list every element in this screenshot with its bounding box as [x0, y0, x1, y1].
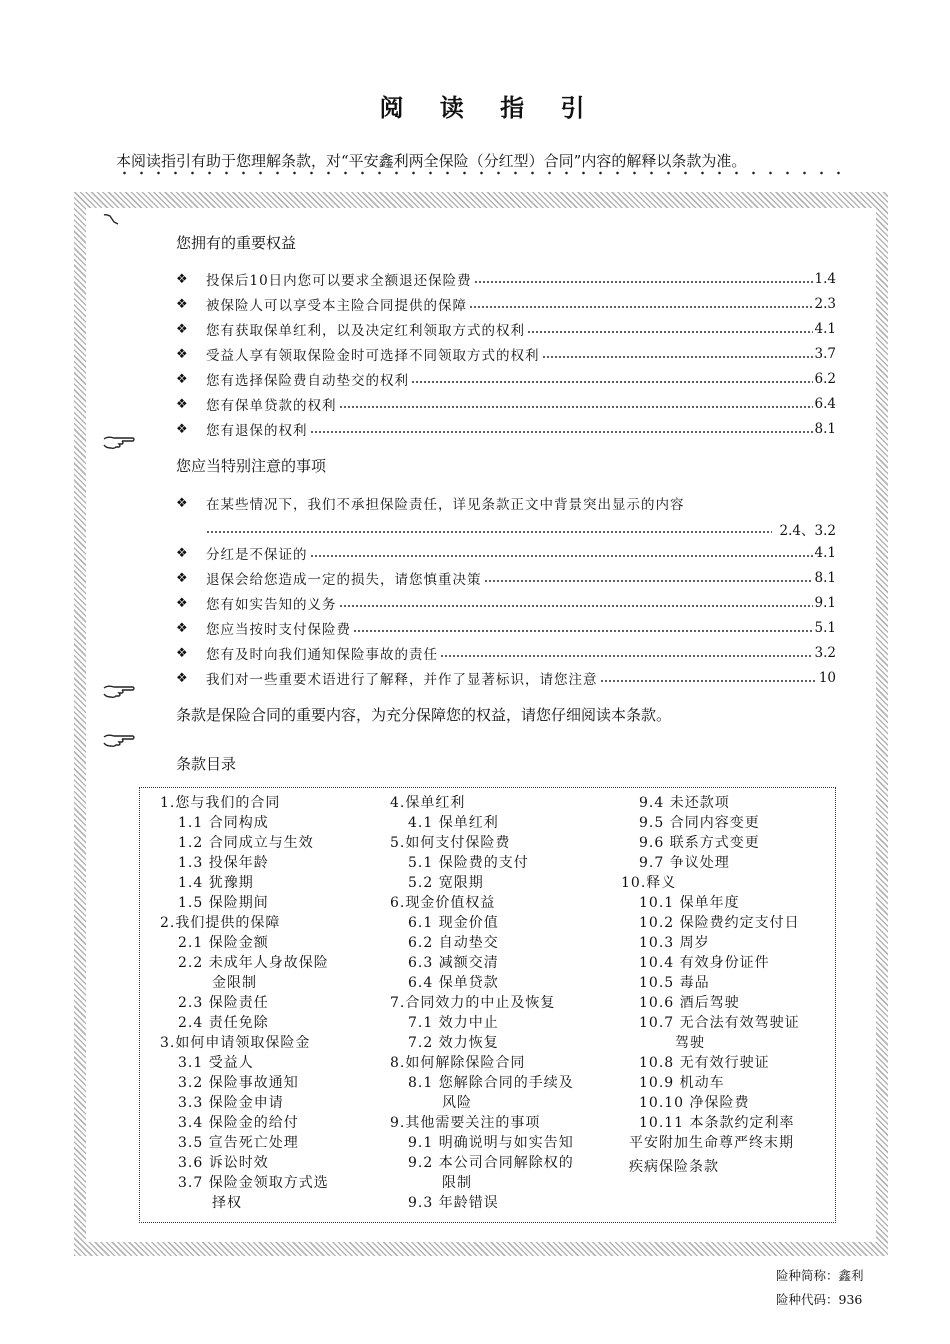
- toc-entry: 3.1 受益人: [178, 1055, 254, 1071]
- intro-text: [116, 150, 856, 171]
- toc-entry: 4.1 保单红利: [408, 815, 499, 831]
- toc-entry: 限制: [442, 1175, 472, 1191]
- toc-entry: 3.6 诉讼时效: [178, 1155, 269, 1171]
- toc-entry: 7.合同效力的中止及恢复: [390, 995, 556, 1011]
- toc-entry: 驾驶: [675, 1035, 705, 1051]
- section-ref: 3.7: [814, 346, 836, 362]
- toc-entry: 6.现金价值权益: [390, 895, 496, 911]
- toc-entry: 金限制: [212, 975, 257, 991]
- diamond-bullet-icon: ❖: [176, 346, 189, 362]
- toc-entry: 8.1 您解除合同的手续及: [408, 1075, 574, 1091]
- rights-item: ❖ 投保后10日内您可以要求全额退还保险费 1.4: [176, 271, 836, 289]
- attention-item: ❖ 您有及时向我们通知保险事故的责任 3.2: [176, 645, 836, 663]
- toc-entry: 6.3 减额交清: [408, 955, 499, 971]
- diamond-bullet-icon: ❖: [176, 595, 189, 611]
- attention-item: ❖ 我们对一些重要术语进行了解释，并作了显著标识，请您注意 10: [176, 670, 836, 688]
- toc-entry: 3.如何申请领取保险金: [160, 1035, 311, 1051]
- dot-leader: [527, 331, 813, 333]
- attention-item-continuation: [206, 518, 836, 540]
- toc-entry: 2.4 责任免除: [178, 1015, 269, 1031]
- toc-entry: 10.3 周岁: [639, 935, 710, 951]
- toc-entry: 10.11 本条款约定利率: [639, 1115, 795, 1131]
- section-ref: 5.1: [814, 620, 836, 636]
- toc-entry: 2.3 保险责任: [178, 995, 269, 1011]
- toc-entry: 3.2 保险事故通知: [178, 1075, 299, 1091]
- toc-entry: 10.2 保险费约定支付日: [639, 915, 800, 931]
- diamond-bullet-icon: ❖: [176, 570, 189, 586]
- dot-leader: [474, 281, 813, 283]
- toc-entry: 8.如何解除保险合同: [390, 1055, 526, 1071]
- section-ref: 8.1: [814, 421, 836, 437]
- toc-entry: 疾病保险条款: [629, 1159, 719, 1175]
- toc-entry: 1.5 保险期间: [178, 895, 269, 911]
- toc-entry: 6.2 自动垫交: [408, 935, 499, 951]
- diamond-bullet-icon: ❖: [176, 321, 189, 337]
- reading-note: 条款是保险合同的重要内容，为充分保障您的权益，请您仔细阅读本条款。: [176, 706, 672, 724]
- toc-entry: 1.1 合同构成: [178, 815, 269, 831]
- rights-item: ❖ 被保险人可以享受本主险合同提供的保障 2.3: [176, 296, 836, 314]
- attention-item: ❖ 您应当按时支付保险费 5.1: [176, 620, 836, 638]
- toc-entry: 1.4 犹豫期: [178, 875, 254, 891]
- intro-sentence: 本阅读指引有助于您理解条款，对“平安鑫利两全保险（分红型）合同”内容的解释以条款为准。: [116, 152, 747, 170]
- attention-item: ❖ 您有如实告知的义务 9.1: [176, 595, 836, 613]
- diamond-bullet-icon: ❖: [176, 620, 189, 636]
- toc-entry: 2.1 保险金额: [178, 935, 269, 951]
- attention-item: ❖ 退保会给您造成一定的损失，请您慎重决策 8.1: [176, 570, 836, 588]
- diamond-bullet-icon: ❖: [176, 296, 189, 312]
- toc-entry: 9.6 联系方式变更: [639, 835, 760, 851]
- toc-entry: 5.2 宽限期: [408, 875, 484, 891]
- toc-entry: 10.释义: [621, 875, 677, 891]
- toc-entry: 10.1 保单年度: [639, 895, 740, 911]
- dot-leader: [206, 531, 772, 533]
- toc-column-3: [621, 793, 831, 1177]
- toc-entry: 10.7 无合法有效驾驶证: [639, 1015, 800, 1031]
- rights-item: ❖ 您有选择保险费自动垫交的权利 6.2: [176, 371, 836, 389]
- toc-column-2: [390, 793, 615, 1213]
- toc-entry: 3.5 宣告死亡处理: [178, 1135, 299, 1151]
- product-code: 险种代码：936: [776, 1292, 863, 1307]
- section-ref: 9.1: [814, 595, 836, 611]
- dot-leader: [542, 356, 813, 358]
- toc-entry: 3.3 保险金申请: [178, 1095, 284, 1111]
- toc-entry: 9.其他需要关注的事项: [390, 1115, 541, 1131]
- dot-leader: [469, 306, 813, 308]
- dot-leader: [411, 381, 813, 383]
- toc-column-1: [160, 793, 375, 1213]
- toc-entry: 1.您与我们的合同: [160, 795, 281, 811]
- toc-entry: 10.6 酒后驾驶: [639, 995, 740, 1011]
- pointing-hand-icon: [102, 433, 136, 451]
- dot-leader: [353, 630, 813, 632]
- section-ref: 8.1: [814, 570, 836, 586]
- product-abbreviation: 险种简称：鑫利: [776, 1268, 864, 1283]
- pointing-hand-icon: [102, 210, 136, 228]
- dot-leader: [339, 406, 813, 408]
- diamond-bullet-icon: ❖: [176, 495, 189, 511]
- section-ref: 3.2: [814, 645, 836, 661]
- pointing-hand-icon: [102, 731, 136, 749]
- diamond-bullet-icon: ❖: [176, 545, 189, 561]
- diamond-bullet-icon: ❖: [176, 396, 189, 412]
- dot-leader: [440, 655, 813, 657]
- toc-entry: 6.4 保单贷款: [408, 975, 499, 991]
- section-ref: 2.4、3.2: [779, 523, 836, 539]
- dot-leader: [484, 580, 813, 582]
- section-ref: 6.4: [814, 396, 836, 412]
- toc-entry: 10.8 无有效行驶证: [639, 1055, 770, 1071]
- dot-leader: [339, 605, 813, 607]
- rights-item: ❖ 您有保单贷款的权利 6.4: [176, 396, 836, 414]
- section-ref: 2.3: [814, 296, 836, 312]
- toc-entry: 10.5 毒品: [639, 975, 710, 991]
- toc-entry: 择权: [212, 1195, 242, 1211]
- toc-entry: 2.2 未成年人身故保险: [178, 955, 329, 971]
- attention-heading: 您应当特别注意的事项: [176, 457, 327, 475]
- toc-entry: 1.3 投保年龄: [178, 855, 269, 871]
- dot-leader: [310, 555, 813, 557]
- toc-entry: 9.4 未还款项: [639, 795, 730, 811]
- rights-heading: 您拥有的重要权益: [176, 234, 297, 252]
- toc-entry: 9.7 争议处理: [639, 855, 730, 871]
- rights-item: ❖ 受益人享有领取保险金时可选择不同领取方式的权利 3.7: [176, 346, 836, 364]
- toc-entry: 9.3 年龄错误: [408, 1195, 499, 1211]
- toc-entry: 3.7 保险金领取方式选: [178, 1175, 329, 1191]
- dot-leader: [310, 431, 813, 433]
- toc-entry: 7.1 效力中止: [408, 1015, 499, 1031]
- section-ref: 1.4: [814, 271, 836, 287]
- section-ref: 6.2: [814, 371, 836, 387]
- toc-entry: 9.1 明确说明与如实告知: [408, 1135, 574, 1151]
- toc-entry: 7.2 效力恢复: [408, 1035, 499, 1051]
- toc-entry: 4.保单红利: [390, 795, 466, 811]
- toc-entry: 10.10 净保险费: [639, 1095, 750, 1111]
- toc-entry: 2.我们提供的保障: [160, 915, 281, 931]
- toc-entry: 6.1 现金价值: [408, 915, 499, 931]
- toc-entry: 1.2 合同成立与生效: [178, 835, 314, 851]
- diamond-bullet-icon: ❖: [176, 670, 189, 686]
- toc-entry: 10.9 机动车: [639, 1075, 725, 1091]
- pointing-hand-icon: [102, 682, 136, 700]
- dot-leader: [600, 680, 817, 682]
- toc-entry: 5.如何支付保险费: [390, 835, 511, 851]
- toc-entry: 平安附加生命尊严终末期: [629, 1135, 794, 1151]
- toc-heading: 条款目录: [176, 755, 237, 773]
- section-ref: 4.1: [814, 321, 836, 337]
- page-title: 阅 读 指 引: [379, 93, 599, 122]
- diamond-bullet-icon: ❖: [176, 371, 189, 387]
- toc-entry: 9.5 合同内容变更: [639, 815, 760, 831]
- emphasis-dots: [116, 171, 846, 175]
- attention-item: ❖ 分红是不保证的 4.1: [176, 545, 836, 563]
- toc-entry: 9.2 本公司合同解除权的: [408, 1155, 574, 1171]
- toc-entry: 5.1 保险费的支付: [408, 855, 529, 871]
- rights-item: ❖ 您有获取保单红利，以及决定红利领取方式的权利 4.1: [176, 321, 836, 339]
- attention-item: ❖ 在某些情况下，我们不承担保险责任，详见条款正文中背景突出显示的内容: [176, 495, 685, 513]
- diamond-bullet-icon: ❖: [176, 421, 189, 437]
- rights-item: ❖ 您有退保的权利 8.1: [176, 421, 836, 439]
- toc-entry: 风险: [442, 1095, 472, 1111]
- toc-entry: 10.4 有效身份证件: [639, 955, 770, 971]
- section-ref: 10: [818, 670, 836, 686]
- section-ref: 4.1: [814, 545, 836, 561]
- diamond-bullet-icon: ❖: [176, 645, 189, 661]
- toc-entry: 3.4 保险金的给付: [178, 1115, 299, 1131]
- diamond-bullet-icon: ❖: [176, 271, 189, 287]
